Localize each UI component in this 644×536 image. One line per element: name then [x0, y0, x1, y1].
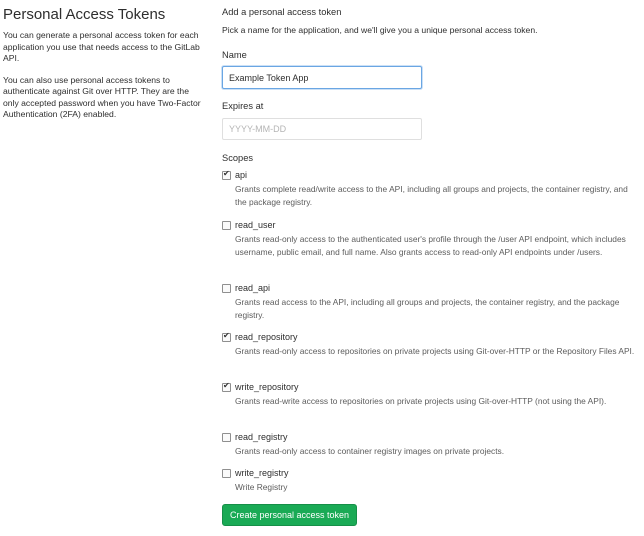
scope-description: Grants read access to the API, including all groups and projects, the container registry, and the package registry. [235, 297, 620, 320]
scope-description: Grants read-only access to repositories on private projects using Git-over-HTTP or the Repository Files API. [235, 346, 635, 356]
scope-name[interactable]: read_api [235, 283, 271, 293]
scope-description: Grants read-only access to container registry images on private projects. [235, 446, 505, 456]
scope-name[interactable]: api [235, 170, 248, 180]
scope-checkbox-read-repository[interactable] [222, 333, 231, 342]
scope-checkbox-read-user[interactable] [222, 221, 231, 230]
expires-at-input[interactable] [222, 118, 422, 140]
scope-name[interactable]: read_registry [235, 432, 288, 442]
checkmark-icon: ✔ [223, 381, 230, 390]
scope-checkbox-read-api[interactable] [222, 284, 231, 293]
expires-label: Expires at [222, 101, 264, 111]
token-form [222, 6, 638, 520]
scope-name[interactable]: read_user [235, 220, 276, 230]
scope-checkbox-api[interactable] [222, 171, 231, 180]
page-title: Personal Access Tokens [3, 6, 166, 23]
scope-description: Grants read-only access to the authenticated user's profile through the /user API endpoint, which includes username, public email, and full name. Also grants access to read-only API endpoints under /users. [235, 234, 626, 257]
scope-description: Grants complete read/write access to the API, including all groups and projects, the container registry, and the package registry. [235, 184, 628, 207]
scope-name[interactable]: read_repository [235, 332, 298, 342]
intro-panel [3, 6, 203, 131]
scope-checkbox-read-registry[interactable] [222, 433, 231, 442]
create-token-button[interactable]: Create personal access token [222, 504, 357, 526]
scope-checkbox-write-registry[interactable] [222, 469, 231, 478]
checkmark-icon: ✔ [223, 331, 230, 340]
name-label: Name [222, 50, 247, 60]
form-title: Add a personal access token [222, 7, 342, 17]
scope-checkbox-write-repository[interactable] [222, 383, 231, 392]
checkmark-icon: ✔ [223, 169, 230, 178]
intro-paragraph-1: You can generate a personal access token for each application you use that needs access to the GitLab API. [3, 30, 200, 63]
intro-paragraph-2: You can also use personal access tokens to authenticate against Git over HTTP. They are the only accepted password when you have Two-Factor Authentication (2FA) enabled. [3, 74, 201, 119]
scope-name[interactable]: write_registry [235, 468, 289, 478]
scopes-label: Scopes [222, 153, 254, 163]
scope-name[interactable]: write_repository [235, 382, 299, 392]
name-input[interactable] [222, 66, 422, 89]
scope-description: Write Registry [235, 482, 288, 492]
form-description: Pick a name for the application, and we'll give you a unique personal access token. [222, 25, 538, 35]
scope-description: Grants read-write access to repositories on private projects using Git-over-HTTP (not using the API). [235, 396, 607, 406]
